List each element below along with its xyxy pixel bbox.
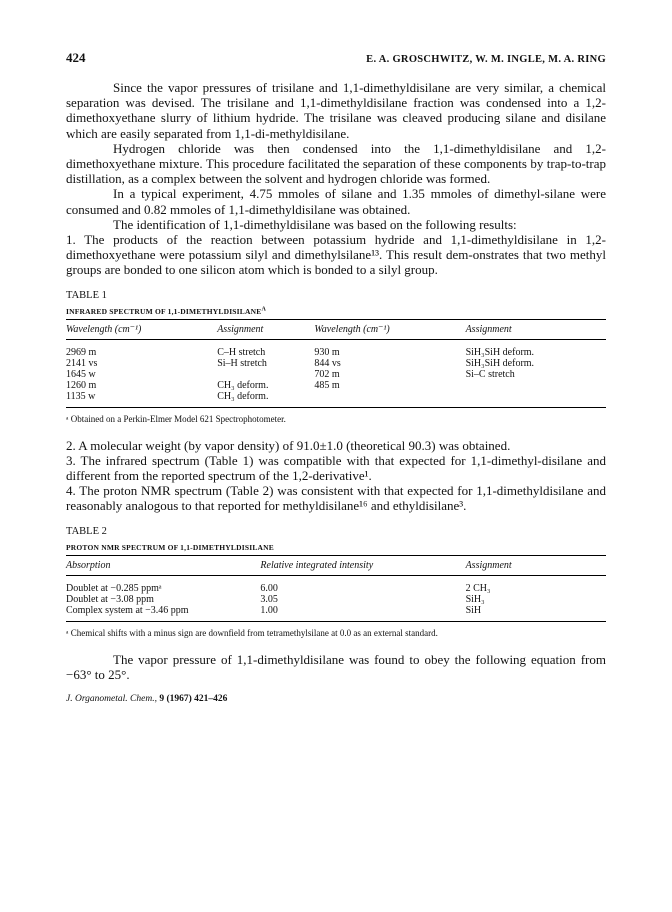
table-cell: CH₃ deform. (217, 391, 314, 408)
table1-label: TABLE 1 (66, 289, 107, 301)
table1-title: INFRARED SPECTRUM OF $1,1-DIMETHYLDISILANE^A$ (66, 306, 266, 316)
column-header: Wavelength (cm⁻¹) (314, 319, 465, 339)
table-cell: Doublet at −3.08 ppm (66, 593, 154, 605)
result-item: 1. The products of the reaction between potassium hydride and 1,1-dimethyldisilane in 1,2-dimethoxyethane were potassium silyl and dimethylsilane¹³. This result dem-onstrates that two methyl groups are bonded to one silicon atom which is bonded to a silyl group. (66, 232, 606, 278)
table-cell: SiH₃SiH deform. (465, 346, 535, 358)
table-row (66, 369, 606, 380)
table1-footnote: ᵃ Obtained on a Perkin-Elmer Model 621 Spectrophotometer. (66, 413, 286, 424)
column-header: Assignment (466, 555, 606, 575)
table-cell: 2969 m (66, 346, 97, 358)
table-cell (314, 391, 465, 408)
result-item: 4. The proton NMR spectrum (Table 2) was consistent with that expected for 1,1-dimethyldisilane and reasonably analogous to that reported for methyldisilane¹⁶ and ethyldisilane³. (66, 483, 606, 514)
paragraph: The identification of 1,1-dimethyldisilane was based on the following results: (113, 216, 517, 232)
table-cell: 1.00 (260, 605, 465, 622)
column-header: Assignment (217, 319, 314, 339)
ir-spectrum-table (66, 319, 606, 408)
result-item: 2. A molecular weight (by vapor density) of 91.0±1.0 (theoretical 90.3) was obtained. (66, 437, 511, 453)
table2-title: PROTON NMR SPECTRUM OF 1,1-DIMETHYLDISILANE (66, 542, 274, 552)
table-cell: Complex system at −3.46 ppm (66, 605, 260, 622)
table-row (66, 358, 606, 369)
result-item: 3. The infrared spectrum (Table 1) was compatible with that expected for 1,1-dimethyl-disilane and different from the reported spectrum of the 1,2-derivative¹. (66, 452, 606, 484)
paragraph: Hydrogen chloride was then condensed into the 1,1-dimethyldisilane and 1,2-dimethoxyethane mixture. This procedure facilitated the separation of these components by trap-to-trap distillation, as a complex between the solvent and hydrogen chloride was formed. (66, 140, 606, 187)
table-row (66, 380, 606, 391)
paragraph: The vapor pressure of 1,1-dimethyldisilane was found to obey the following equation from −63° to 25°. (66, 651, 606, 682)
table-row (66, 339, 606, 358)
table-cell (466, 380, 606, 391)
table-cell: 844 vs (314, 357, 341, 369)
table-cell: Si–H stretch (217, 357, 267, 369)
paragraph: Since the vapor pressures of trisilane and 1,1-dimethyldisilane are very similar, a chemical separation was devised. The trisilane and 1,1-dimethyldisilane fraction was condensed into a 1,2-dimethoxyethane slurry of lithium hydride. The trisilane was cleaved producing silane and disilane which are easily separated from 1,1-di-methyldisilane. (66, 80, 606, 141)
table2-label: TABLE 2 (66, 525, 107, 537)
table-cell: 1135 w (66, 391, 217, 408)
table-cell: 3.05 (260, 593, 278, 605)
table-row (66, 594, 606, 605)
table-header-row (66, 319, 606, 339)
table-cell (466, 391, 606, 408)
journal-name: J. Organometal. Chem., (66, 694, 157, 705)
running-header (66, 50, 606, 66)
page (66, 50, 606, 704)
running-head-authors: E. A. GROSCHWITZ, W. M. INGLE, M. A. RING (366, 54, 606, 65)
paragraph: In a typical experiment, 4.75 mmoles of silane and 1.35 mmoles of dimethyl-silane were consumed and 0.82 mmoles of 1,1-dimethyldisilane was obtained. (66, 186, 606, 217)
table-cell: SiH₃ (465, 593, 485, 605)
table-cell: 2141 vs (66, 357, 98, 369)
table-cell: 1645 w (66, 368, 96, 380)
column-header: Assignment (466, 319, 606, 339)
column-header: Wavelength (cm⁻¹) (66, 319, 217, 339)
journal-details: 9 (1967) 421–426 (159, 694, 228, 705)
nmr-spectrum-table (66, 555, 606, 622)
table-cell: 6.00 (260, 582, 278, 594)
table-cell: SiH₃SiH deform. (465, 357, 535, 369)
page-number: 424 (66, 50, 86, 65)
journal-citation (66, 694, 606, 704)
table-cell: 930 m (314, 346, 340, 358)
table-cell: 1260 m (66, 379, 97, 391)
table-cell: CH₃ deform. (217, 379, 269, 391)
table-cell: C–H stretch (217, 346, 266, 358)
column-header: Relative integrated intensity (260, 555, 465, 575)
table-cell (217, 369, 314, 380)
table-cell: 702 m (314, 368, 340, 380)
table-row (66, 575, 606, 594)
column-header: Absorption (66, 555, 260, 575)
table-cell: 485 m (314, 379, 340, 391)
table-header-row (66, 555, 606, 575)
table-cell: 2 CH₃ (465, 582, 491, 594)
table-row (66, 391, 606, 408)
table-cell: SiH (466, 605, 606, 622)
table2-footnote: ᵃ Chemical shifts with a minus sign are downfield from tetramethylsilane at 0.0 as an external standard. (66, 627, 438, 638)
table-cell: Si–C stretch (465, 368, 515, 380)
table-row (66, 605, 606, 622)
table-cell: Doublet at −0.285 ppmᵃ (66, 582, 162, 594)
